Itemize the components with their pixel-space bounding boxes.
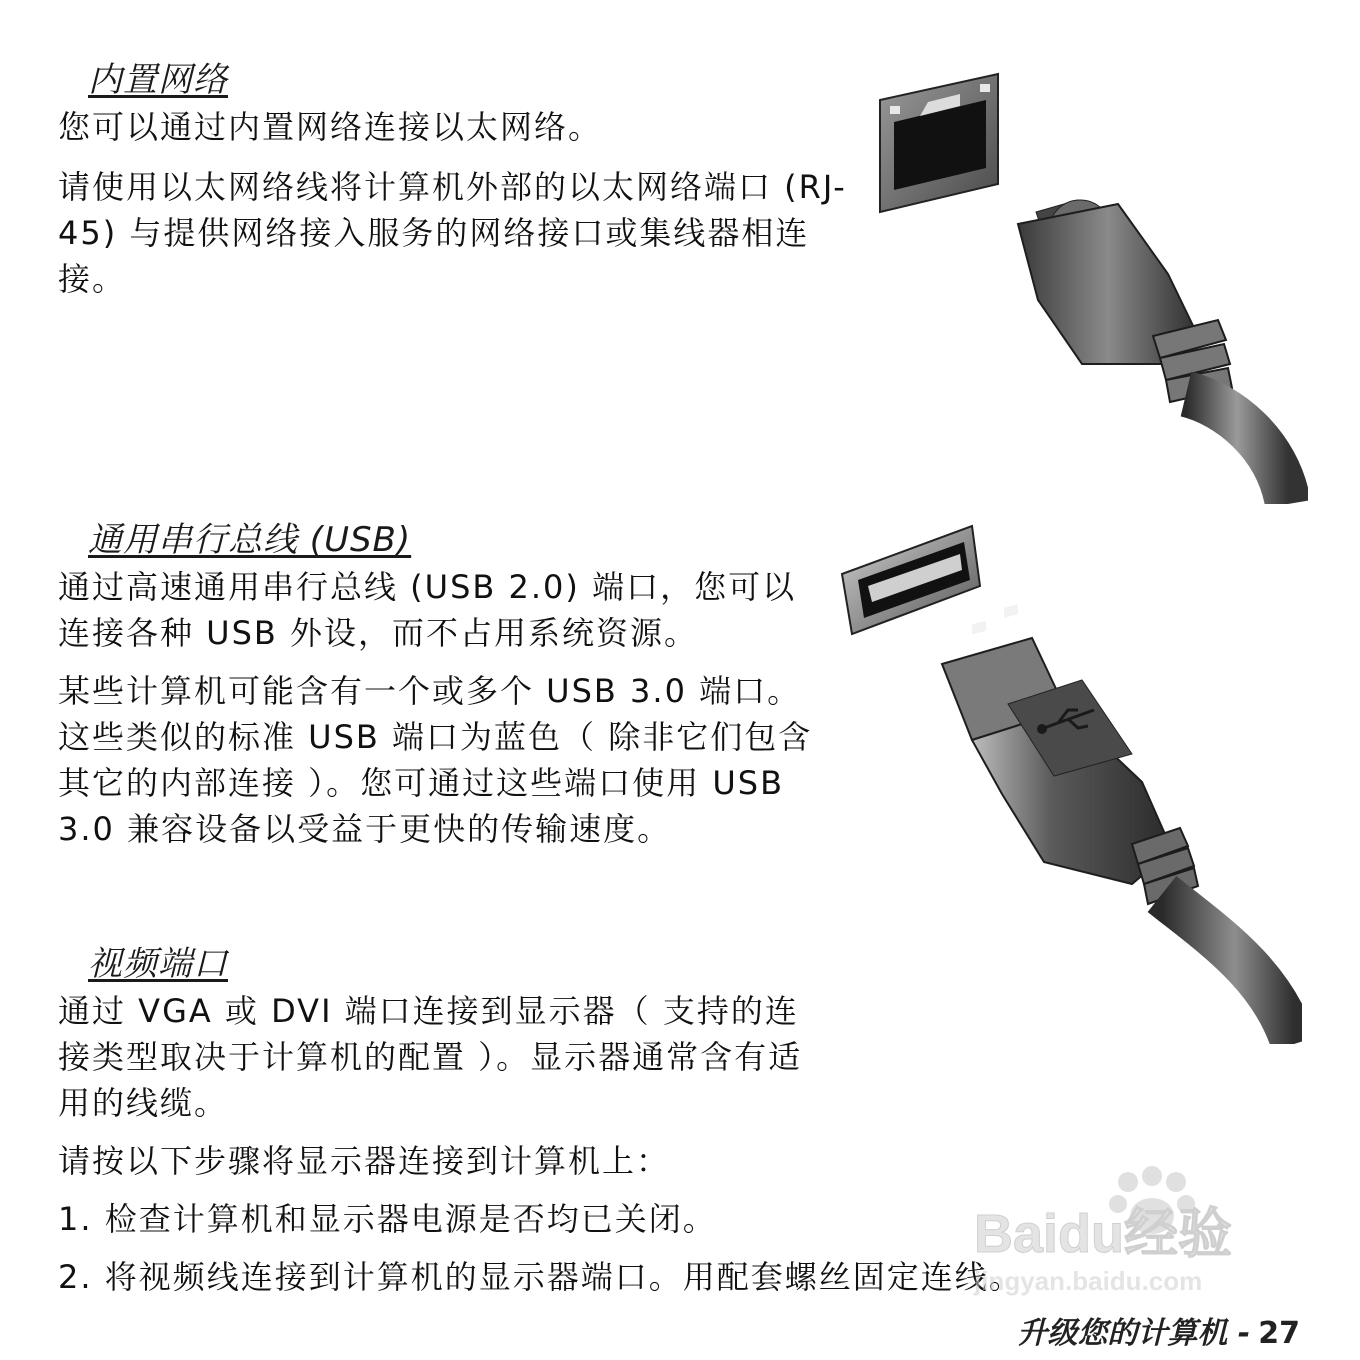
section-heading-usb: 通用串行总线 (USB) [88,520,412,560]
footer-chapter-title: 升级您的计算机 - [1017,1316,1251,1351]
usb-port-and-plug-illustration [832,514,1302,1044]
section-heading-network: 内置网络 [88,60,228,100]
page-number: 27 [1258,1316,1300,1351]
video-step-1: 1. 检查计算机和显示器电源是否均已关闭。 [58,1200,717,1238]
video-step-2: 2. 将视频线连接到计算机的显示器端口。用配套螺丝固定连线。 [58,1258,1023,1296]
watermark-brand: Baidu经验 [974,1204,1233,1264]
video-paragraph-2: 请按以下步骤将显示器连接到计算机上： [58,1142,671,1180]
ethernet-port-and-plug-illustration [868,64,1308,504]
usb-paragraph-2: 某些计算机可能含有一个或多个 USB 3.0 端口。这些类似的标准 USB 端口为蓝色（ 除非它们包含其它的内部连接 ）。您可通过这些端口使用 USB 3.0 兼容设备以受益于更快的传输速度。 [58,672,813,848]
baidu-jingyan-watermark [968,1160,1298,1310]
page-footer [1017,1308,1300,1352]
usb-paragraph-1: 通过高速通用串行总线 (USB 2.0) 端口，您可以连接各种 USB 外设，而不占用系统资源。 [58,568,797,652]
video-paragraph-1: 通过 VGA 或 DVI 端口连接到显示器（ 支持的连接类型取决于计算机的配置 ）。显示器通常含有适用的线缆。 [58,992,803,1122]
watermark-url: jingyan.baidu.com [974,1266,1203,1296]
section-heading-video: 视频端口 [88,944,228,984]
network-paragraph-1: 您可以通过内置网络连接以太网络。 [58,108,603,146]
network-paragraph-2: 请使用以太网络线将计算机外部的以太网络端口 (RJ-45) 与提供网络接入服务的网络接口或集线器相连接。 [58,168,847,298]
